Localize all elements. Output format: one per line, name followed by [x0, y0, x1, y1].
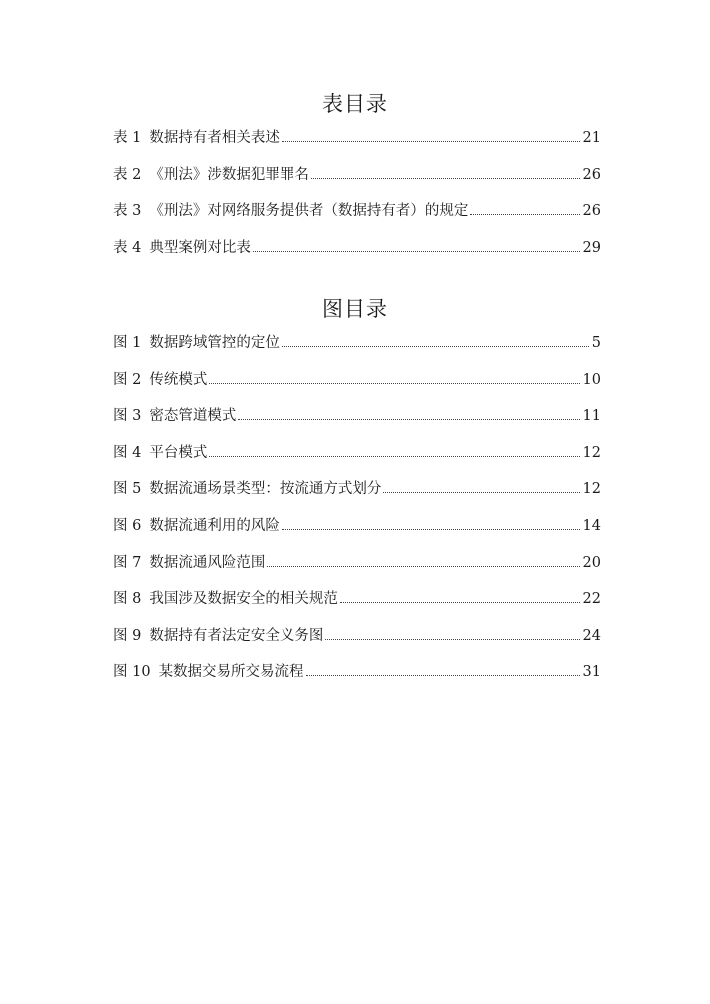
figure-toc-entry-label: 图 4 [113, 444, 142, 461]
figure-toc-entry-page-number: 22 [582, 591, 601, 608]
dot-leader [238, 419, 579, 420]
figure-toc-entry[interactable] [113, 482, 601, 519]
dot-leader [325, 639, 579, 640]
dot-leader [209, 383, 579, 384]
figure-toc-entry-label: 图 8 [113, 591, 142, 608]
table-toc-entry[interactable] [113, 241, 601, 278]
dot-leader [340, 602, 580, 603]
figure-toc-list [113, 336, 601, 702]
figure-toc-entry-label: 图 9 [113, 627, 142, 644]
table-toc-entry-page-number: 29 [582, 239, 601, 256]
figure-toc-entry-page-number: 20 [582, 554, 601, 571]
dot-leader [282, 141, 580, 142]
figure-toc-entry[interactable] [113, 409, 601, 446]
figure-toc-entry[interactable] [113, 446, 601, 483]
figure-toc-entry-label: 图 6 [113, 517, 142, 534]
figure-toc-entry-title: 数据跨域管控的定位 [149, 335, 280, 351]
figure-toc-entry[interactable] [113, 592, 601, 629]
figure-toc-entry-title: 数据流通利用的风险 [149, 517, 280, 534]
table-toc-entry[interactable] [113, 168, 601, 205]
table-toc-title: 表目录 [322, 92, 388, 116]
figure-toc-entry-page-number: 10 [582, 371, 601, 388]
table-toc-entry-label: 表 4 [113, 239, 142, 256]
table-toc-entry-page-number: 26 [582, 203, 601, 219]
figure-toc-entry-label: 图 1 [113, 335, 142, 351]
figure-toc-entry-page-number: 24 [582, 627, 601, 644]
figure-toc-entry-label: 图 3 [113, 408, 142, 425]
figure-toc-entry-page-number: 31 [582, 664, 601, 681]
figure-toc-entry-label: 图 5 [113, 481, 142, 498]
figure-toc-entry[interactable] [113, 373, 601, 410]
dot-leader [311, 178, 580, 179]
dot-leader [306, 675, 580, 676]
figure-toc-title: 图目录 [322, 297, 388, 321]
dot-leader [282, 529, 580, 530]
figure-toc-entry-title: 平台模式 [149, 444, 208, 461]
dot-leader [383, 492, 579, 493]
table-toc-entry[interactable] [113, 131, 601, 168]
dot-leader [470, 214, 579, 215]
figure-toc-entry-label: 图 10 [113, 664, 151, 681]
figure-toc-entry-title: 传统模式 [149, 371, 208, 388]
dot-leader [282, 346, 589, 347]
figure-toc-entry[interactable] [113, 519, 601, 556]
dot-leader [267, 566, 579, 567]
dot-leader [209, 456, 579, 457]
table-toc-list [113, 131, 601, 277]
figure-toc-entry-title: 某数据交易所交易流程 [158, 664, 304, 681]
table-toc-entry-title: 数据持有者相关表述 [149, 130, 280, 146]
figure-toc-entry[interactable] [113, 336, 601, 373]
table-toc-entry-title: 典型案例对比表 [149, 239, 251, 256]
table-toc-entry-label: 表 2 [113, 166, 142, 183]
figure-toc-entry[interactable] [113, 629, 601, 666]
table-toc-entry-title: 《刑法》对网络服务提供者（数据持有者）的规定 [149, 203, 469, 219]
figure-toc-entry-label: 图 2 [113, 371, 142, 388]
figure-toc-entry-page-number: 12 [582, 481, 601, 498]
figure-toc-entry-page-number: 14 [582, 517, 601, 534]
table-toc-entry-page-number: 21 [582, 130, 601, 146]
table-toc-entry[interactable] [113, 204, 601, 241]
figure-toc-entry-page-number: 5 [591, 335, 601, 351]
figure-toc-entry-page-number: 12 [582, 444, 601, 461]
figure-toc-entry-title: 数据流通风险范围 [149, 554, 266, 571]
figure-toc-entry-title: 我国涉及数据安全的相关规范 [149, 591, 338, 608]
table-toc-entry-page-number: 26 [582, 166, 601, 183]
figure-toc-entry[interactable] [113, 556, 601, 593]
table-toc-entry-label: 表 1 [113, 130, 142, 146]
figure-toc-entry[interactable] [113, 665, 601, 702]
figure-toc-entry-label: 图 7 [113, 554, 142, 571]
figure-toc-entry-title: 数据流通场景类型：按流通方式划分 [149, 481, 382, 498]
figure-toc-entry-page-number: 11 [582, 408, 601, 425]
figure-toc-entry-title: 密态管道模式 [149, 408, 237, 425]
table-toc-entry-label: 表 3 [113, 203, 142, 219]
dot-leader [253, 251, 580, 252]
figure-toc-entry-title: 数据持有者法定安全义务图 [149, 627, 324, 644]
table-toc-entry-title: 《刑法》涉数据犯罪罪名 [149, 166, 309, 183]
